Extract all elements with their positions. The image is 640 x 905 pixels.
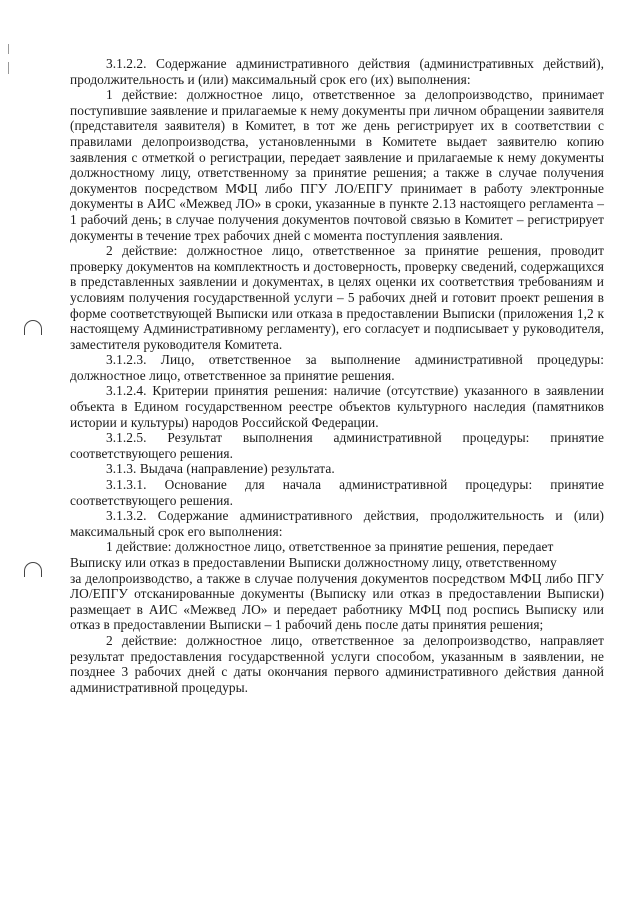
paragraph-delivery-action-2: 2 действие: должностное лицо, ответственное за делопроизводство, направляет результат предоставления государственной услуги способом, указанным в заявлении, не позднее 3 рабочих дней с даты окончания первого административного действия данной административной процедуры. — [70, 632, 604, 695]
paragraph-3-1-3-2: 3.1.3.2. Содержание административного действия, продолжительность и (или) максимальный срок его выполнения: — [70, 508, 604, 539]
document-page — [70, 56, 604, 695]
punch-hole-mark — [24, 562, 42, 577]
paragraph-delivery-action-1: 1 действие: должностное лицо, ответственное за принятие решения, передает Выписку или отказ в предоставлении Выписки должностному лицу, ответственному — [70, 539, 557, 570]
punch-hole-mark — [24, 320, 42, 335]
paragraph-3-1-2-3: 3.1.2.3. Лицо, ответственное за выполнение административной процедуры: должностное лицо, ответственное за принятие решения. — [70, 352, 604, 383]
paragraph-action-2: 2 действие: должностное лицо, ответственное за принятие решения, проводит проверку документов на комплектность и достоверность, проверку сведений, содержащихся в представленных заявлении и документах, в целях оценки их соответствия требованиям и условиям получения государственной услуги – 5 рабочих дней и готовит проект решения в форме соответствующей Выписки или отказа в предоставлении Выписки (приложения 1,2 к настоящему Административному регламенту), его согласует и подписывает у руководителя, заместителя руководителя Комитета. — [70, 243, 604, 352]
paragraph-3-1-2-2: 3.1.2.2. Содержание административного действия (административных действий), продолжительность и (или) максимальный срок его (их) выполнения: — [70, 56, 604, 87]
margin-mark — [8, 44, 9, 54]
paragraph-action-1: 1 действие: должностное лицо, ответственное за делопроизводство, принимает поступившие заявление и прилагаемые к нему документы при личном обращении заявителя (представителя заявителя) в Комитет, в тот же день регистрирует их в соответствии с правилами делопроизводства, установленными в Комитете выдает заявителю копию заявления с отметкой о регистрации, передает заявление и прилагаемые к нему документы должностному лицу, ответственному за принятие решения; а также в случае получения документов посредством МФЦ либо ПГУ ЛО/ЕПГУ принимает в работу электронные документы в АИС «Межвед ЛО» в сроки, указанные в пункте 2.13 настоящего регламента – 1 рабочий день; в случае получения документов почтовой связью в Комитет – регистрирует документы в течение трех рабочих дней с момента поступления заявления. — [70, 87, 604, 243]
paragraph-3-1-2-4: 3.1.2.4. Критерии принятия решения: наличие (отсутствие) указанного в заявлении объекта в Едином государственном реестре объектов культурного наследия (памятников истории и культуры) народов Российской Федерации. — [70, 383, 604, 430]
margin-mark — [8, 62, 9, 74]
paragraph-3-1-3: 3.1.3. Выдача (направление) результата. — [106, 461, 335, 477]
paragraph-3-1-3-1: 3.1.3.1. Основание для начала административной процедуры: принятие соответствующего решения. — [70, 477, 604, 508]
paragraph-3-1-2-5: 3.1.2.5. Результат выполнения административной процедуры: принятие соответствующего решения. — [70, 430, 604, 461]
paragraph-delivery-action-1-cont: за делопроизводство, а также в случае получения документов посредством МФЦ либо ПГУ ЛО/ЕПГУ отсканированные документы (Выписку или отказ в предоставлении Выписки) размещает в АИС «Межвед ЛО» и передает работнику МФЦ под роспись Выписку или отказ в предоставлении Выписки – 1 рабочий день после даты принятия решения; — [70, 570, 604, 633]
